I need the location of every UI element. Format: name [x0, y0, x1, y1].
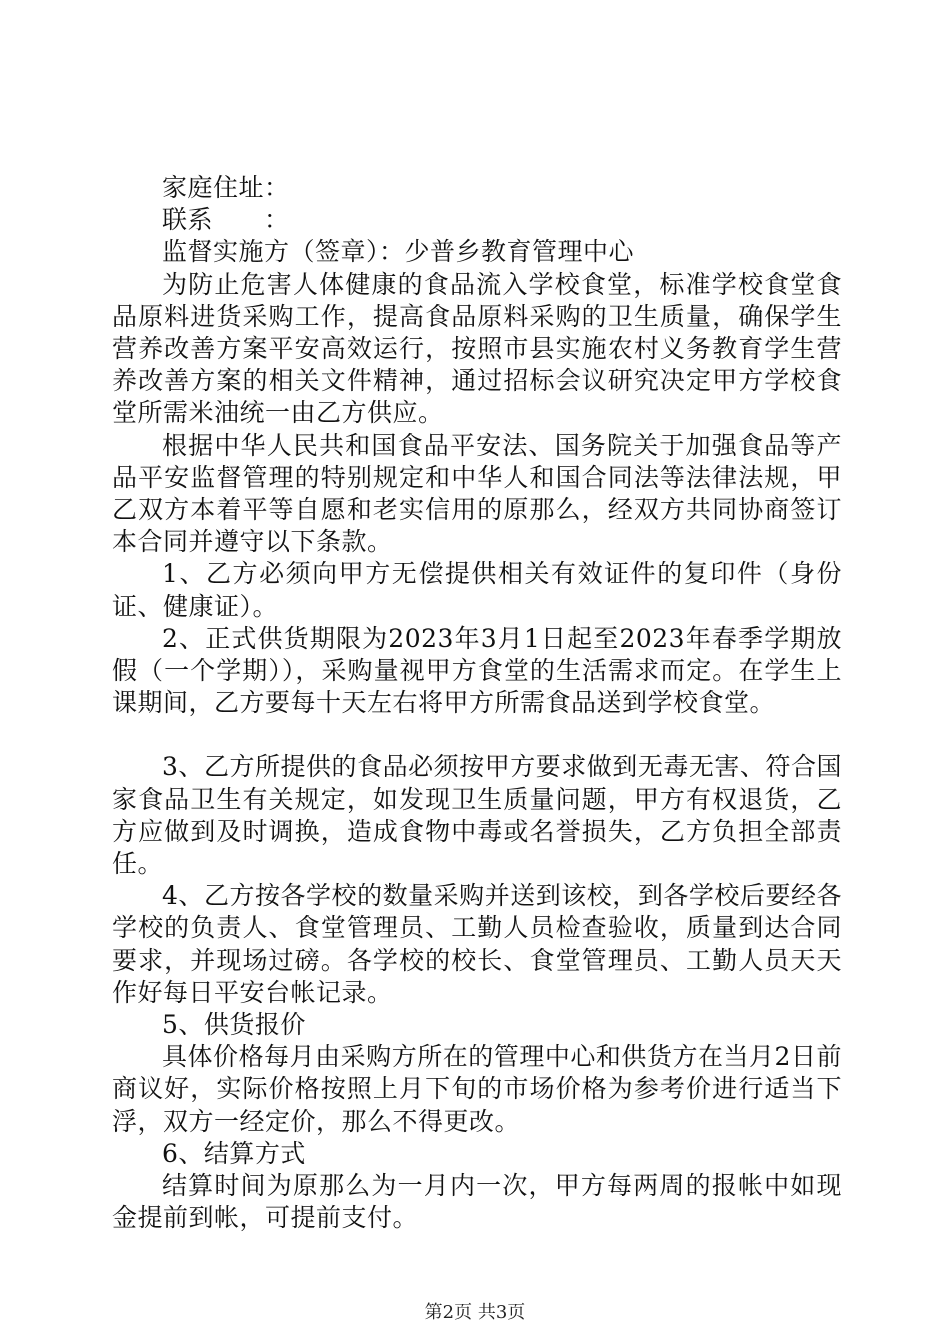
clause-5-body: 具体价格每月由采购方所在的管理中心和供货方在当月2日前商议好，实际价格按照上月下旬的市场价格为参考价进行适当下浮，双方一经定价，那么不得更改。: [112, 1042, 842, 1136]
paragraph-purpose: 为防止危害人体健康的食品流入学校食堂，标准学校食堂食品原料进货采购工作，提高食品原料采购的卫生质量，确保学生营养改善方案平安高效运行，按照市县实施农村义务教育学生营养改善方案的相关文件精神，通过招标会议研究决定甲方学校食堂所需米油统一由乙方供应。: [112, 269, 842, 428]
clause-6-body: 结算时间为原那么为一月内一次，甲方每两周的报帐中如现金提前到帐，可提前支付。: [112, 1171, 842, 1233]
clause-1: 1、乙方必须向甲方无偿提供相关有效证件的复印件（身份证、健康证）。: [112, 559, 842, 621]
blank-line: [112, 719, 842, 751]
page-number: 第2页 共3页: [424, 1302, 526, 1323]
clause-6-heading: 6、结算方式: [162, 1138, 306, 1168]
paragraph-legal-basis: 根据中华人民共和国食品平安法、国务院关于加强食品等产品平安监督管理的特别规定和中华人和国合同法等法律法规，甲乙双方本着平等自愿和老实信用的原那么，经双方共同协商签订本合同并遵守以下条款。: [112, 430, 842, 557]
clause-4: 4、乙方按各学校的数量采购并送到该校，到各学校后要经各学校的负责人、食堂管理员、工勤人员检查验收，质量到达合同要求，并现场过磅。各学校的校长、食堂管理员、工勤人员天天作好每日平安台帐记录。: [112, 881, 842, 1007]
supervisor-line: 监督实施方（签章）：少普乡教育管理中心: [162, 237, 635, 267]
document-body: [112, 172, 842, 1235]
contact-line: 联系 ：: [162, 205, 290, 235]
clause-3: 3、乙方所提供的食品必须按甲方要求做到无毒无害、符合国家食品卫生有关规定，如发现卫生质量问题，甲方有权退货，乙方应做到及时调换，造成食物中毒或名誉损失，乙方负担全部责任。: [112, 752, 842, 879]
clause-5-heading: 5、供货报价: [162, 1010, 306, 1040]
clause-2: 2、正式供货期限为2023年3月1日起至2023年春季学期放假（一个学期）），采购量视甲方食堂的生活需求而定。在学生上课期间，乙方要每十天左右将甲方所需食品送到学校食堂。: [112, 623, 842, 718]
address-line: 家庭住址：: [162, 173, 290, 202]
